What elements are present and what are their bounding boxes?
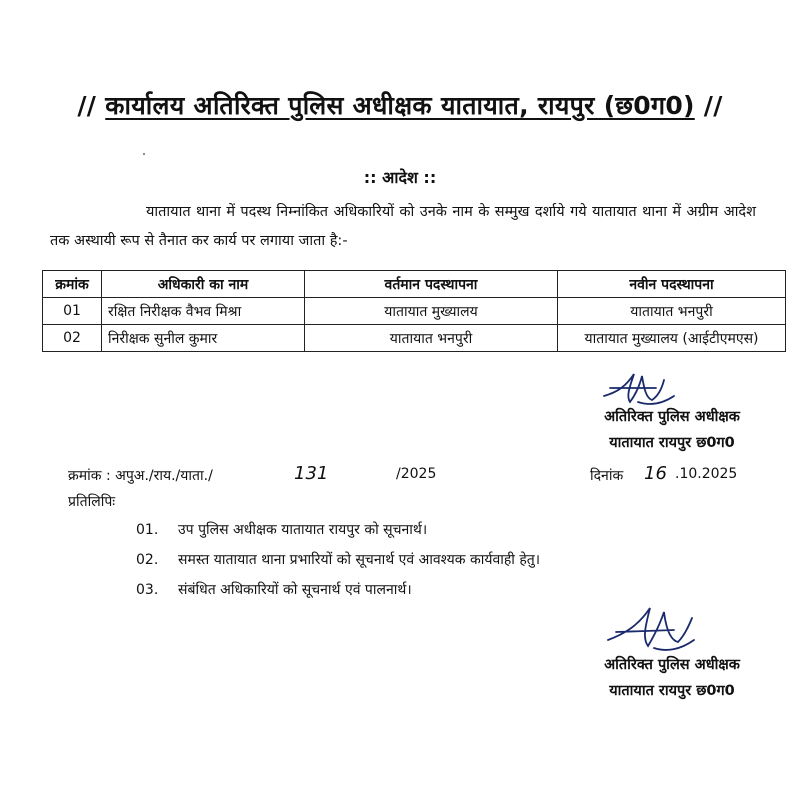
list-item (136, 550, 540, 569)
ink-dot (143, 153, 145, 155)
cell-serial: 01 (43, 298, 102, 325)
order-year: /2025 (396, 466, 437, 482)
list-item-number: 01. (136, 522, 159, 538)
list-item (136, 580, 412, 599)
office-title: कार्यालय अतिरिक्त पुलिस अधीक्षक यातायात, रायपुर (छ0ग0) (105, 91, 695, 120)
table-row (43, 325, 786, 352)
date-label: दिनांक (590, 468, 624, 484)
signature-scribble-2 (604, 600, 700, 656)
cell-current-posting: यातायात भनपुरी (305, 325, 558, 352)
order-title: :: आदेश :: (363, 168, 437, 187)
cell-current-posting: यातायात मुख्यालय (305, 298, 558, 325)
date-day: 16 (644, 463, 667, 484)
signatory-designation: अतिरिक्त पुलिस अधीक्षक (604, 409, 740, 425)
col-header-officer-name: अधिकारी का नाम (102, 271, 305, 298)
order-number-prefix: क्रमांक : अपुअ./राय./याता./ (68, 468, 213, 484)
col-header-new-posting: नवीन पदस्थापना (558, 271, 786, 298)
header-suffix: // (703, 91, 723, 120)
list-item (136, 520, 427, 539)
cell-new-posting: यातायात मुख्यालय (आईटीएमएस) (558, 325, 786, 352)
list-item-number: 03. (136, 582, 159, 598)
table-row (43, 298, 786, 325)
copy-to-heading: प्रतिलिपिः (68, 494, 116, 510)
cell-officer-name: निरीक्षक सुनील कुमार (102, 325, 305, 352)
list-item-text: उप पुलिस अधीक्षक यातायात रायपुर को सूचनार्थ। (178, 522, 428, 538)
col-header-current-posting: वर्तमान पदस्थापना (305, 271, 558, 298)
order-body-text: यातायात थाना में पदस्थ निम्नांकित अधिकारियों को उनके नाम के सम्मुख दर्शाये गये यातायात थाना में अग्रीम आदेश तक अस्थायी रूप से तैनात कर कार्य पर लगाया जाता है:- (50, 204, 756, 249)
date-rest: .10.2025 (675, 466, 738, 482)
header-prefix: // (77, 91, 97, 120)
list-item-number: 02. (136, 552, 159, 568)
col-header-serial: क्रमांक (43, 271, 102, 298)
table-header-row (43, 271, 786, 298)
signatory-office: यातायात रायपुर छ0ग0 (609, 435, 735, 451)
cell-officer-name: रक्षित निरीक्षक वैभव मिश्रा (102, 298, 305, 325)
office-header (0, 88, 800, 122)
list-item-text: संबंधित अधिकारियों को सूचनार्थ एवं पालनार्थ। (178, 582, 412, 598)
list-item-text: समस्त यातायात थाना प्रभारियों को सूचनार्थ एवं आवश्यक कार्यवाही हेतु। (178, 552, 541, 568)
signature-block-2 (572, 652, 772, 704)
cell-new-posting: यातायात भनपुरी (558, 298, 786, 325)
order-number: 131 (294, 463, 329, 484)
signature-block-1 (572, 404, 772, 456)
posting-table (42, 270, 786, 352)
signatory-designation: अतिरिक्त पुलिस अधीक्षक (604, 657, 740, 673)
signatory-office: यातायात रायपुर छ0ग0 (609, 683, 735, 699)
cell-serial: 02 (43, 325, 102, 352)
